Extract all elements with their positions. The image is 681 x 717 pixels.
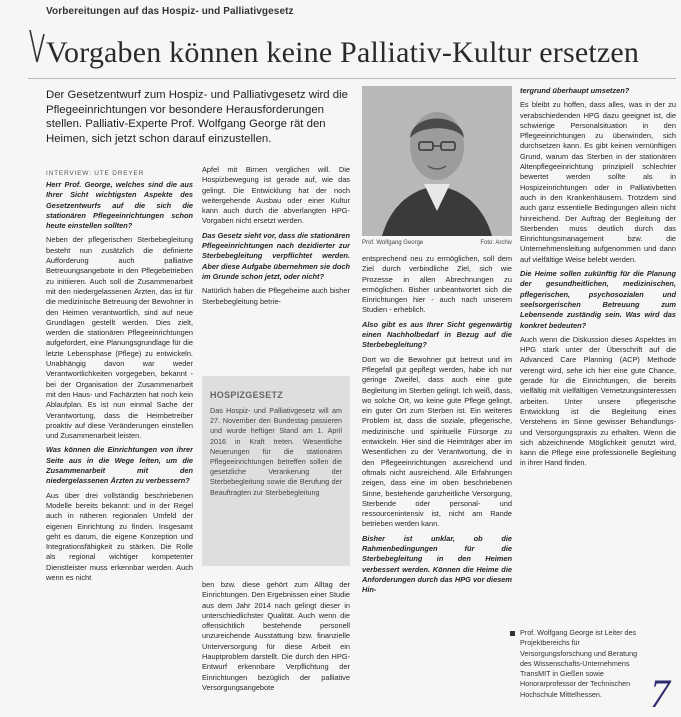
portrait-image <box>362 86 512 236</box>
photo-caption <box>362 240 512 246</box>
interview-answer: ben bzw. diese gehört zum Alltag der Einrichtungen. Den Ergebnissen einer Studie aus dem Jahr 2014 nach gelingt dieser in unterschiedlichster Qualität. Auch wenn die offensichtlich bestehende personell unzureichende Ausstattung bzw. finanzielle Unterversorgung für diese Arbeit ein Hauptproblem darstellt. Die durch den HPG-Entwurf erkennbare Verpflichtung der Einrichtungen bezüglich der palliative Versorgungsangebote <box>202 580 350 692</box>
title-bracket-icon <box>28 28 46 64</box>
interview-answer: Dort wo die Bewohner gut betreut und im Pflegefall gut gepflegt werden, habe ich nur geringe Zweifel, dass auch eine gute Begleitung im Sterben gelingt. Ich weiß, dass, wo solche Ort, wo keine gute Pflege gelingt, ein guter Ort zum Sterben ist. Ein weiteres Problem ist, dass die soziale, pflegerische, medizinische und spirituelle Fürsorge zu entwickeln. Hier sind die Heimträger aber im Wesentlichen zu der Verantwortung, die in den Pflegeeinrichtungen ausreichend und oftmals nicht ausreichend. Alle Erfahrungen zeigen, dass eine im oben beschriebenen Sinne, bestehende ganzheitliche Versorgung, Sterbende oder personal- und ressourcenintensiv ist, nicht am Rande betrieben werden kann. <box>362 354 512 529</box>
author-bio <box>520 628 650 700</box>
interview-answer: Apfel mit Birnen verglichen will. Die Hospizbewegung ist gerade auf, wie das gelingt. Die Entwicklung hat der noch weitergehende Ausbau oder einer Kultur kann auch durch die abverlangten HPG-Vorgaben nicht ersetzt werden. <box>202 165 350 226</box>
text-column-4 <box>520 86 676 586</box>
interview-question: Also gibt es aus Ihrer Sicht gegenwärtig einen Nachholbedarf in Bezug auf die Sterbebegleitung? <box>362 319 512 350</box>
portrait-photo <box>362 86 512 236</box>
interview-answer: Aus über drei vollständig beschriebenen Modelle bereits bekannt: und in der Regel auch in näheren regionalen Umfeld der eigenen Einrichtung zu finden. Insgesamt geht es darum, die eigene Konzeption und Integrationsfähigkeit zu stärken. Die Rolle als regional wichtiger kompetenter Dienstleister muss erkennbar werden. Auch wenn es nicht <box>46 490 193 582</box>
info-box-title: HOSPIZGESETZ <box>210 390 284 400</box>
interview-answer: Neben der pflegerischen Sterbebegleitung besteht nun zusätzlich die definierte Aufforderung auch palliative Betreuungsangebote in den Pflegebetrieben zu initiieren. Auch soll die Zusammenarbeit mit den niedergelassenen Ärzten, das ist für die medizinische Betreuung der Bewohner in den Heimen verantwortlich, sind auf neue Grundlagen gestellt werden. Dies zielt, werden die stationären Pflegeeinrichtungen aufgefordert, eine Planungsgrundlage für die letzte Lebensphase (Pflege) zu entwickeln. Unabhängig davon war weder Verantwortlichkeiten vorgegeben, bekannt - bei der Organisation der Zusammenarbeit mit den Haus- und Fachärzten hat noch kein Ablaufplan. Es ist nun einmal Sache der Verantwortung, dass die Heimbetreiber proaktiv auf diese Veränderungen einstellen und Zusammenarbeit leisten. <box>46 235 193 441</box>
interview-question: Was können die Einrichtungen von ihrer Seite aus in die Wege leiten, um die Zusammenarbeit mit den niedergelassenen Ärzten zu verbessern? <box>46 445 193 486</box>
interview-answer: Auch wenn die Diskussion dieses Aspektes im HPG stark unter der Überschrift auf die Advanced Care Planning (ACP) Methode verengt wird, sehe ich hier eine gute Chance, gerade für die Einrichtungen, die bereits vielfältig mit vielfältigen Vernetzungsinteressen arbeiten. Unter unsere pflegerische Entwicklung ist die Begleitung eines Verstehens im Sinne gewisser Behandlungs- und Versorgungspraxis zu erhalten. Wenn die sich abzeichnende Möglichkeit genutzt wird, kann die Pflege eine professionelle Begleitung in ihrer Hand finden. <box>520 334 676 468</box>
author-bio-text: Prof. Wolfgang George ist Leiter des Projektbereichs für Versorgungsforschung und Beratung des Wissenschafts-Unternehmens TransMIT in Gießen sowie Honorarprofessor der Technischen Hochschule Mittelhessen. <box>520 628 638 699</box>
interview-answer: entsprechend neu zu ermöglichen, soll dem Ziel durch verbindliche Ziel, sich wie Prozesse in allen Abrechnungen zu ermöglichen. Bisher unbeantwortet sich die Einrichtungen hier - auch nach unserem Studien - erheblich. <box>362 254 512 315</box>
title-rule <box>28 78 676 79</box>
article-kicker: Vorbereitungen auf das Hospiz- und Palliativgesetz <box>46 6 294 17</box>
article-title: Vorgaben können keine Palliativ-Kultur ersetzen <box>46 36 640 69</box>
interview-question: Die Heime sollen zukünftig für die Planung der gesundheitlichen, medizinischen, pflegerischen, psychosozialen und seelsorgerischen Betreuung zum Lebensende zuständig sein. Was wird das konkret bedeuten? <box>520 269 676 330</box>
interview-answer: Es bleibt zu hoffen, dass alles, was in der zu verabschiedenden HPG dazu geeignet ist, die schwierige Personalsituation in den Pflegeeinrichtungen zu überwinden, sich durchsetzen kann. Es gibt keinen vernünftigen Grund, warum das Sterben in der stationären Altenpflegeeinrichtung prinzipiell schlechter bewertet werden sollte als in Hospizeinrichtungen oder in Palliativbetten auch in den Krankenhäusern. Trotzdem sind auch ganz essentielle Bedingungen allein nicht hinreichend. Der Auftrag der Begleitung der Sterbenden muss deutlich durch das Einrichtungsmanagement bzw. die Unternehmensleitung aufgenommen und dann auf vielfältige Weise belebt werden. <box>520 100 676 264</box>
interview-question: Das Gesetz sieht vor, dass die stationären Pflegeeinrichtungen nach dezidierter zur Sterbebegleitung verpflichtet werden. Aber diese Aufgabe übernehmen sie doch im Grunde schon jetzt, oder nicht? <box>202 230 350 281</box>
article-byline: INTERVIEW: UTE DREYER <box>46 170 145 177</box>
interview-question: Bisher ist unklar, ob die Rahmenbedingungen für die Sterbebegleitung in den Heimen verbessert werden. Können die Heime die Anforderungen durch das HPG vor diesem Hin- <box>362 533 512 595</box>
interview-question: tergrund überhaupt umsetzen? <box>520 86 630 95</box>
info-box-text: Das Hospiz- und Palliativgesetz will am 27. November den Bundestag passieren und wurde heftiger Stand am 1. April 2016 in Kraft treten. Wesentliche Neuerungen für die stationären Pflegeeinrichtungen betreffen sollen die gesetzliche Verankerung der Sterbebegleitung sowie die Berufung der Beauftragten zur Sterbebegleitung <box>210 406 342 497</box>
interview-answer: Natürlich haben die Pflegeheime auch bisher Sterbebegleitung betrie- <box>202 286 350 306</box>
text-column-1 <box>46 180 193 710</box>
text-column-2-continued <box>202 580 350 710</box>
bullet-square-icon <box>510 631 515 636</box>
page-number: 7 <box>650 671 670 716</box>
text-column-2 <box>202 165 350 365</box>
info-box <box>202 376 350 566</box>
photo-credit: Foto: Archiv <box>480 240 512 246</box>
article-intro: Der Gesetzentwurf zum Hospiz- und Palliativgesetz wird die Pflegeeinrichtungen vor besondere Herausforderungen stellen. Palliativ-Experte Prof. Wolfgang George rät den Heimen, sich jetzt schon darauf einzustellen. <box>46 89 348 145</box>
photo-caption-name: Prof. Wolfgang George <box>362 240 424 246</box>
text-column-3 <box>362 254 512 710</box>
interview-question: Herr Prof. George, welches sind die aus Ihrer Sicht wichtigsten Aspekte des Gesetzentwurfs auf die sich die stationären Pflegeeinrichtungen schon heute einstellen sollten? <box>46 180 193 231</box>
